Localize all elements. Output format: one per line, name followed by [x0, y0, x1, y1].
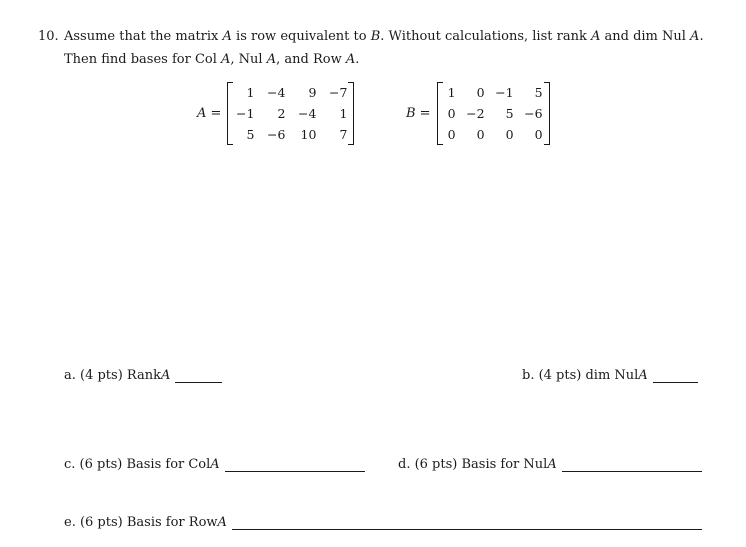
var-a: A [345, 52, 356, 67]
matrix-a-block [197, 82, 354, 145]
matrix-cell: 5 [534, 85, 543, 100]
matrix-cell: 0 [476, 127, 485, 142]
problem-text-line-1 [64, 29, 704, 45]
rank-answer-blank[interactable] [175, 370, 222, 383]
nul-basis-answer-blank[interactable] [562, 459, 702, 472]
matrix-b-table [444, 82, 543, 145]
matrix-cell: −6 [524, 106, 543, 121]
matrix-cell: 1 [447, 85, 456, 100]
part-a [64, 368, 222, 383]
matrix-cell: 1 [339, 106, 348, 121]
matrix-b [437, 82, 550, 145]
part-b [522, 368, 698, 383]
matrix-cell: 0 [476, 85, 485, 100]
var-a: A [221, 52, 231, 67]
matrix-cell: 5 [246, 127, 255, 142]
var-a: A [590, 29, 601, 44]
problem-number: 10. [38, 29, 59, 44]
matrix-b-label [406, 106, 431, 121]
text-segment: is row equivalent to [231, 29, 371, 44]
matrix-a-label-text: A = [197, 106, 222, 121]
matrix-row [234, 124, 347, 145]
matrix-row [234, 103, 347, 124]
part-e [64, 515, 702, 530]
matrix-cell: 10 [300, 127, 317, 142]
matrix-cell: −6 [266, 127, 286, 142]
matrix-cell: 5 [505, 106, 514, 121]
var-a: A [266, 52, 277, 67]
matrix-cell: −7 [328, 85, 348, 100]
matrix-cell: 1 [246, 85, 255, 100]
matrix-cell: −1 [235, 106, 255, 121]
text-segment: . [355, 52, 360, 67]
var-a: A [217, 515, 227, 530]
part-a-label: a. (4 pts) Rank [64, 368, 161, 383]
text-segment: Assume that the matrix [64, 29, 223, 44]
matrix-row [444, 103, 543, 124]
problem-text-line-2 [64, 52, 359, 68]
matrix-a-table [234, 82, 347, 145]
text-segment: . Without calculations, list rank [380, 29, 591, 44]
matrix-cell: 9 [308, 85, 317, 100]
matrix-cell: −1 [495, 85, 514, 100]
part-d [398, 457, 702, 472]
text-segment: . [699, 29, 704, 44]
matrix-cell: 0 [447, 127, 456, 142]
dim-nul-answer-blank[interactable] [653, 370, 698, 383]
var-a: A [210, 457, 220, 472]
matrix-cell: −4 [297, 106, 317, 121]
var-a: A [638, 368, 648, 383]
matrix-cell: −4 [266, 85, 286, 100]
matrix-b-block [406, 82, 550, 145]
matrix-cell: 0 [534, 127, 543, 142]
part-e-label: e. (6 pts) Basis for Row [64, 515, 218, 530]
matrix-b-label-text: B = [406, 106, 431, 121]
matrix-row [234, 82, 347, 103]
part-c-label: c. (6 pts) Basis for Col [64, 457, 211, 472]
text-segment: , and Row [276, 52, 346, 67]
part-c [64, 457, 365, 472]
row-basis-answer-blank[interactable] [232, 517, 702, 530]
matrix-cell: 0 [505, 127, 514, 142]
text-segment: , Nul [230, 52, 267, 67]
matrix-cell: −2 [466, 106, 485, 121]
part-d-label: d. (6 pts) Basis for Nul [398, 457, 548, 472]
matrix-cell: 2 [277, 106, 286, 121]
matrix-row [444, 82, 543, 103]
text-segment: Then find bases for Col [64, 52, 222, 67]
var-b: B [370, 29, 381, 44]
matrix-a-label [197, 106, 221, 121]
matrix-a [227, 82, 354, 145]
var-a: A [222, 29, 232, 44]
var-a: A [690, 29, 700, 44]
var-a: A [161, 368, 171, 383]
matrix-cell: 7 [339, 127, 348, 142]
col-basis-answer-blank[interactable] [225, 459, 365, 472]
matrix-row [444, 124, 543, 145]
var-a: A [547, 457, 557, 472]
part-b-label: b. (4 pts) dim Nul [522, 368, 639, 383]
matrix-cell: 0 [447, 106, 456, 121]
text-segment: and dim Nul [600, 29, 691, 44]
